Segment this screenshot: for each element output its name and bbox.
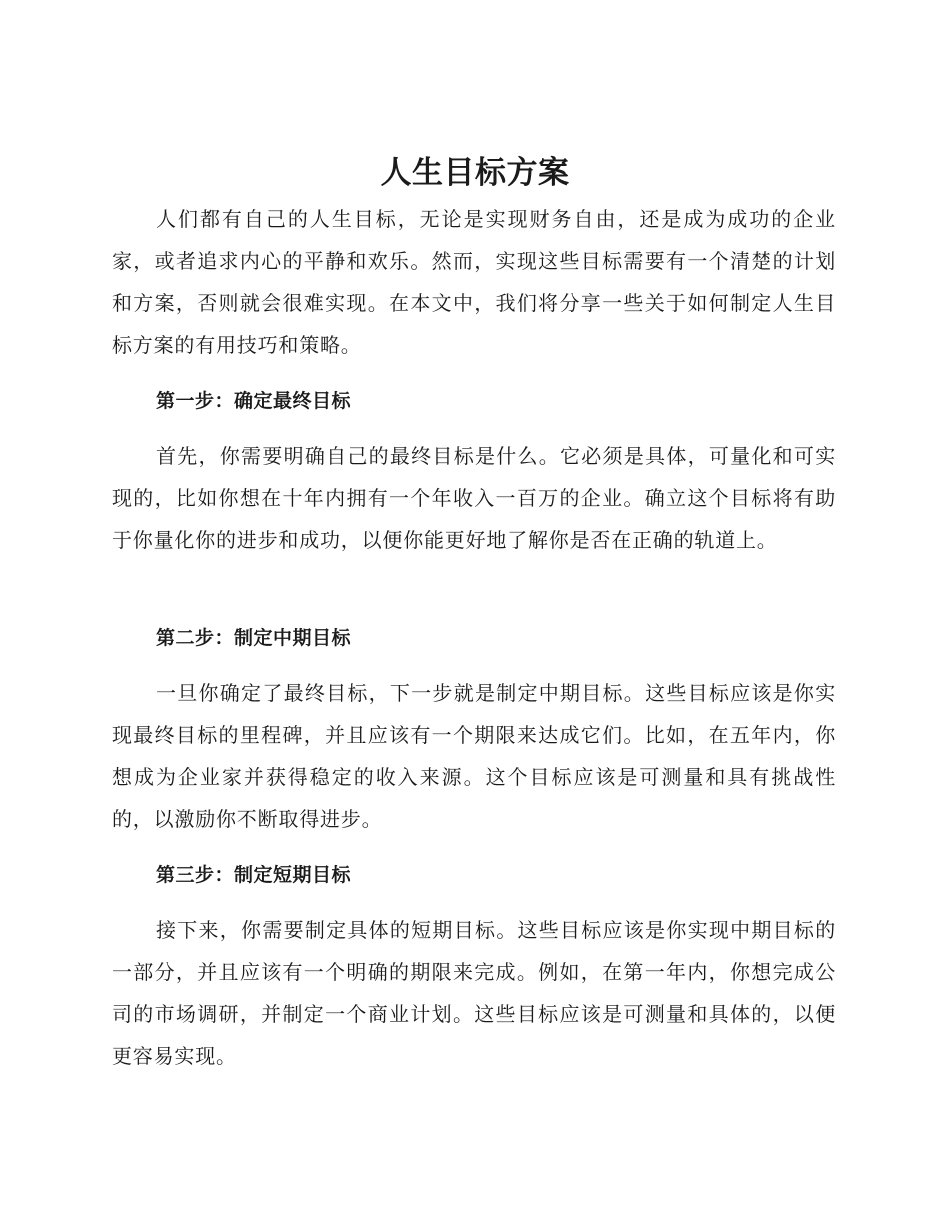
section-body-step-2: 一旦你确定了最终目标，下一步就是制定中期目标。这些目标应该是你实现最终目标的里程碑，并且应该有一个期限来达成它们。比如，在五年内，你想成为企业家并获得稳定的收入来源。这个目标应该是可测量和具有挑战性的，以激励你不断取得进步。 (112, 681, 836, 831)
document-title: 人生目标方案 (380, 155, 570, 191)
section-body-step-3: 接下来，你需要制定具体的短期目标。这些目标应该是你实现中期目标的一部分，并且应该有一个明确的期限来完成。例如，在第一年内，你想完成公司的市场调研，并制定一个商业计划。这些目标应该是可测量和具体的，以便更容易实现。 (112, 918, 836, 1068)
section-body-step-1: 首先，你需要明确自己的最终目标是什么。它必须是具体，可量化和可实现的，比如你想在十年内拥有一个年收入一百万的企业。确立这个目标将有助于你量化你的进步和成功，以便你能更好地了解你是否在正确的轨道上。 (112, 444, 836, 552)
section-heading-step-3: 第三步：制定短期目标 (156, 864, 352, 886)
intro-paragraph: 人们都有自己的人生目标，无论是实现财务自由，还是成为成功的企业家，或者追求内心的平静和欢乐。然而，实现这些目标需要有一个清楚的计划和方案，否则就会很难实现。在本文中，我们将分享一些关于如何制定人生目标方案的有用技巧和策略。 (112, 207, 836, 357)
section-heading-step-1: 第一步：确定最终目标 (156, 390, 352, 412)
section-heading-step-2: 第二步：制定中期目标 (156, 627, 352, 649)
